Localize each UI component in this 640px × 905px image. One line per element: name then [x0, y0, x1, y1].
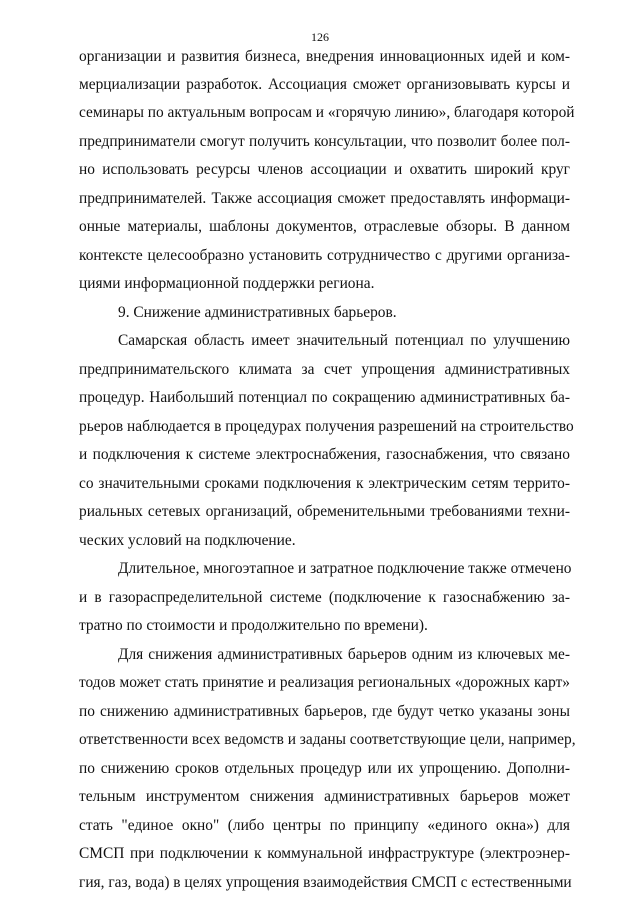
text-line: семинары по актуальным вопросам и «горячую линию», благодаря которой: [79, 104, 575, 121]
text-line: предприниматели смогут получить консультации, что позволит более пол-: [79, 133, 570, 150]
text-line: и подключения к системе электроснабжения, газоснабжения, что связано: [79, 446, 570, 463]
text-line: тодов может стать принятие и реализация региональных «дорожных карт»: [79, 674, 570, 691]
text-line: со значительными сроками подключения к электрическим сетям террито-: [79, 475, 570, 492]
text-line: по снижению сроков отдельных процедур или их упрощению. Дополни-: [79, 760, 570, 777]
text-line: процедур. Наибольший потенциал по сокращению административных ба-: [79, 389, 570, 406]
text-line: циями информационной поддержки региона.: [79, 275, 375, 292]
text-line: онные материалы, шаблоны документов, отраслевые обзоры. В данном: [79, 218, 570, 235]
text-line: Длительное, многоэтапное и затратное подключение также отмечено: [118, 560, 572, 577]
text-line: тельным инструментом снижения административных барьеров может: [79, 788, 570, 805]
text-line: предпринимателей. Также ассоциация сможет предоставлять информаци-: [79, 190, 570, 207]
text-line: организации и развития бизнеса, внедрения инновационных идей и ком-: [79, 48, 570, 65]
text-line: 9. Снижение административных барьеров.: [118, 304, 397, 321]
text-line: и в газораспределительной системе (подключение к газоснабжению за-: [79, 589, 570, 606]
text-line: ответственности всех ведомств и заданы соответствующие цели, например,: [79, 731, 576, 748]
text-line: контексте целесообразно установить сотрудничество с другими организа-: [79, 247, 570, 264]
text-line: гия, газ, вода) в целях упрощения взаимодействия СМСП с естественными: [79, 874, 572, 891]
text-line: Для снижения административных барьеров одним из ключевых ме-: [118, 646, 570, 663]
text-line: стать "единое окно" (либо центры по принципу «единого окна») для: [79, 817, 570, 834]
text-line: Самарская область имеет значительный потенциал по улучшению: [118, 332, 570, 349]
text-line: СМСП при подключении к коммунальной инфраструктуре (электроэнер-: [79, 845, 570, 862]
text-line: по снижению административных барьеров, где будут четко указаны зоны: [79, 703, 570, 720]
text-line: рьеров наблюдается в процедурах получения разрешений на строительство: [79, 418, 574, 435]
text-line: предпринимательского климата за счет упрощения административных: [79, 361, 570, 378]
text-line: тратно по стоимости и продолжительно по времени).: [79, 617, 428, 634]
text-line: но использовать ресурсы членов ассоциации и охватить широкий круг: [79, 161, 570, 178]
text-line: мерциализации разработок. Ассоциация сможет организовывать курсы и: [79, 76, 570, 93]
page-number: 126: [311, 30, 329, 44]
text-line: ческих условий на подключение.: [79, 532, 296, 549]
text-line: риальных сетевых организаций, обременительными требованиями техни-: [79, 503, 570, 520]
